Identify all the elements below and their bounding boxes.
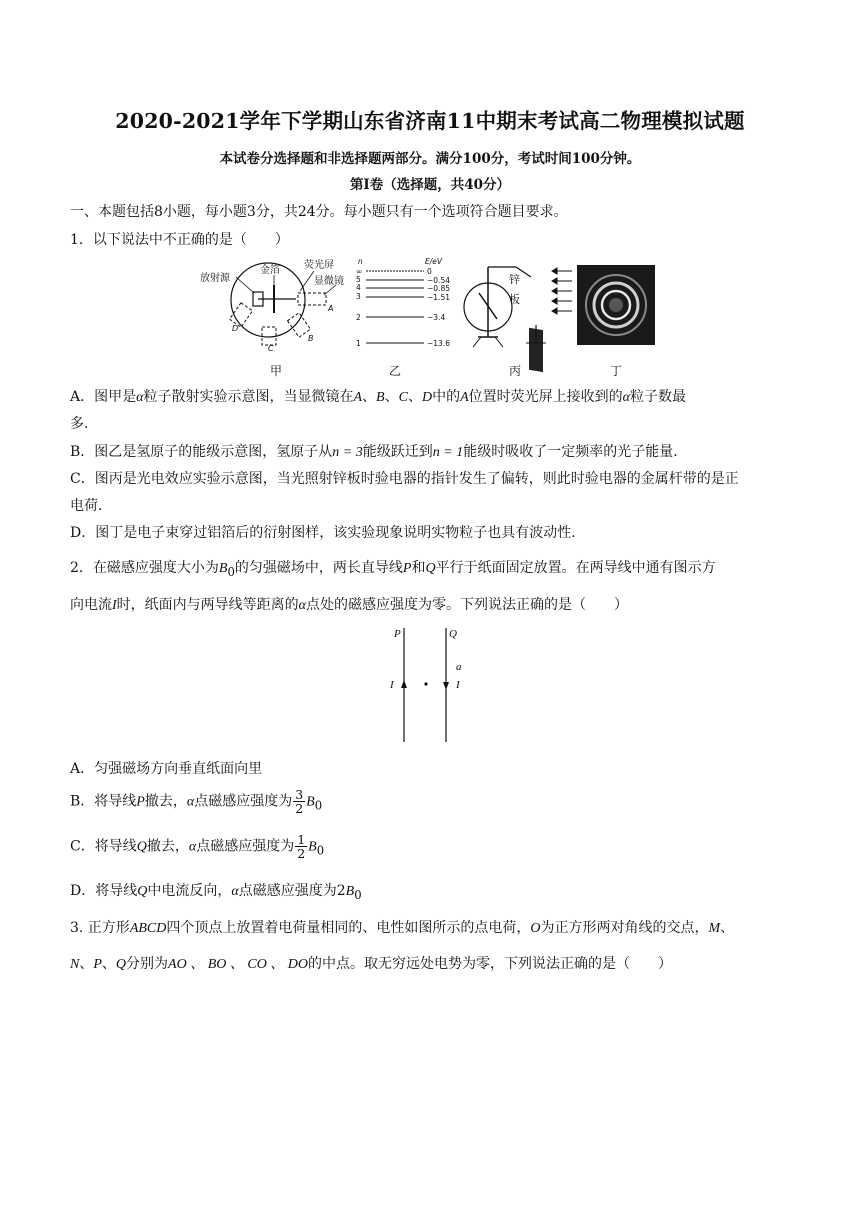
instruction: 一、本题包括8小题，每小题3分，共24分。每小题只有一个选项符合题目要求。 (70, 204, 568, 220)
q3-stem-line2: N、P、Q分别为AO 、 BO 、 CO 、 DO的中点。取无穷远处电势为零，下列说法正确的是（ ） (70, 956, 673, 972)
label-a: a (456, 661, 462, 673)
fraction-one-half: $\frac{1}{2}$ (297, 832, 306, 861)
label-pos-b: B (308, 334, 314, 343)
q2-option-b: B．将导线P撤去，α点磁感应强度为 $\frac{3}{2}$ $B_0$ (70, 787, 323, 816)
energy-level-diagram (356, 257, 450, 378)
label-pos-d: D (232, 324, 239, 333)
section-heading: 第Ⅰ卷（选择题，共40分） (349, 177, 511, 193)
caption-yi: 乙 (389, 364, 402, 378)
level-5: 5 (356, 275, 361, 284)
caption-bing: 丙 (509, 364, 522, 378)
q2-option-d: D．将导线Q中电流反向，α点磁感应强度为$2B_0$ (70, 883, 362, 902)
q1-stem: 1．以下说法中不正确的是（ ） (70, 232, 289, 248)
level-4: 4 (356, 283, 361, 292)
level-1: 1 (356, 339, 361, 348)
page-title: 2020-2021学年下学期山东省济南11中期末考试高二物理模拟试题 (115, 109, 745, 133)
energy-1: −13.6 (427, 339, 450, 348)
label-plate: 板 (509, 293, 520, 306)
q1-option-c: C．图丙是光电效应实验示意图，当光照射锌板时验电器的指针发生了偏转，则此时验电器的金属杆带的是正 (70, 471, 739, 487)
level-3: 3 (356, 292, 361, 301)
label-microscope: 显微镜 (314, 276, 344, 287)
caption-jia: 甲 (270, 364, 283, 378)
label-zinc: 锌 (509, 273, 520, 286)
point-a (424, 682, 427, 685)
q1-option-a-cont: 多. (70, 416, 89, 432)
q1-option-c-cont: 电荷. (70, 498, 103, 514)
label-screen: 荧光屏 (304, 260, 334, 271)
q2-wire-figure (380, 624, 470, 746)
label-pos-c: C (268, 344, 274, 353)
label-foil: 金箔 (260, 265, 280, 276)
fraction-three-halves: $\frac{3}{2}$ (295, 787, 304, 816)
current-up-arrow (401, 680, 407, 688)
exam-note: 本试卷分选择题和非选择题两部分。满分100分，考试时间100分钟。 (219, 151, 641, 167)
caption-ding: 丁 (610, 364, 623, 378)
q2-stem-line1: 2．在磁感应强度大小为$B_0$的匀强磁场中，两长直导线P和Q平行于纸面固定放置。在两导线中通有图示方 (70, 560, 716, 579)
q2-option-a: A．匀强磁场方向垂直纸面向里 (70, 761, 263, 777)
energy-5: −0.54 (427, 276, 450, 285)
label-i-right: I (456, 679, 460, 691)
level-2: 2 (356, 313, 361, 322)
rutherford-apparatus (200, 258, 344, 378)
n-axis-label: n (358, 257, 363, 266)
current-down-arrow (443, 682, 449, 690)
q1-option-d: D．图丁是电子束穿过铝箔后的衍射图样，该实验现象说明实物粒子也具有波动性. (70, 525, 576, 541)
q2-stem-line2: 向电流I时，纸面内与两导线等距离的α点处的磁感应强度为零。下列说法正确的是（ ） (70, 597, 629, 613)
label-i-left: I (390, 679, 394, 691)
label-pos-a: A (328, 304, 334, 313)
energy-3: −1.51 (427, 293, 450, 302)
level-inf: ∞ (356, 267, 363, 276)
energy-0: 0 (427, 267, 432, 276)
q1-option-a: A．图甲是α粒子散射实验示意图，当显微镜在A、B、C、D中的A位置时荧光屏上接收到的α粒子数最 (70, 389, 686, 405)
q1-figure (196, 255, 666, 380)
label-source: 放射源 (200, 273, 230, 284)
q2-option-c: C．将导线Q撤去，α点磁感应强度为 $\frac{1}{2}$ $B_0$ (70, 832, 325, 861)
q1-option-b: B．图乙是氢原子的能级示意图，氢原子从n = 3能级跃迁到n = 1能级时吸收了一定频率的光子能量. (70, 444, 678, 460)
energy-4: −0.85 (427, 284, 450, 293)
e-axis-label: E/eV (425, 257, 443, 266)
label-q: Q (449, 628, 457, 640)
energy-2: −3.4 (427, 313, 446, 322)
label-p: P (394, 628, 401, 640)
electroscope-apparatus (464, 267, 572, 378)
q3-stem-line1: 3. 正方形ABCD四个顶点上放置着电荷量相同的、电性如图所示的点电荷，O为正方形两对角线的交点，M、 (70, 920, 735, 936)
diffraction-pattern (577, 265, 655, 378)
